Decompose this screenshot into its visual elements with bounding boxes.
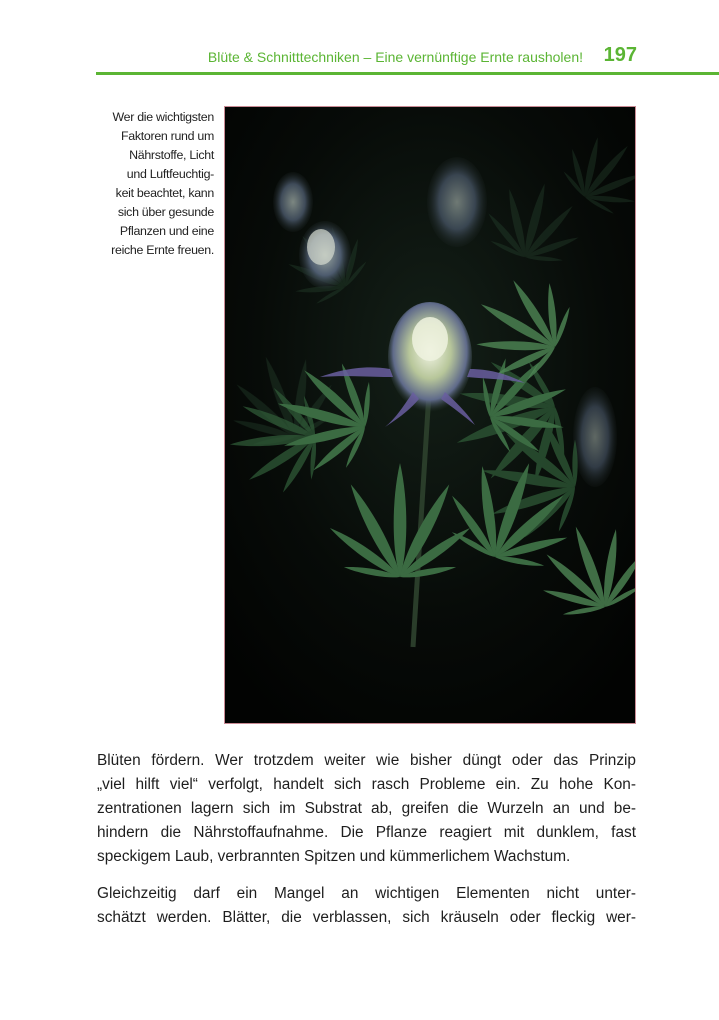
body-paragraph-1 <box>97 749 636 869</box>
caption-line: sich über gesunde <box>117 205 214 219</box>
text-line: speckigem Laub, verbrannten Spitzen und kümmerlichem Wachstum. <box>97 848 571 865</box>
caption-line: Faktoren rund um <box>121 129 214 143</box>
text-line: hindern die Nährstoffaufnahme. Die Pflanze reagiert mit dunklem, fast <box>97 824 636 841</box>
text-line: zentrationen lagern sich im Substrat ab, greifen die Wurzeln an und be- <box>97 800 636 817</box>
caption-line: und Luftfeuchtig- <box>126 167 214 181</box>
chapter-title: Blüte & Schnitttechniken – Eine vernünftige Ernte rausholen! <box>207 49 583 65</box>
body-paragraph-2 <box>97 882 636 930</box>
text-line: Gleichzeitig darf ein Mangel an wichtigen Elementen nicht unter- <box>97 885 636 902</box>
cannabis-plant-photo <box>224 106 636 724</box>
page-number: 197 <box>603 44 637 66</box>
text-line: schätzt werden. Blätter, die verblassen, sich kräuseln oder fleckig wer- <box>97 909 636 926</box>
caption-line: Pflanzen und eine <box>119 224 214 238</box>
caption-line: Wer die wichtigsten <box>112 110 214 124</box>
caption-line: keit beachtet, kann <box>115 186 214 200</box>
plant-illustration <box>225 107 635 723</box>
text-line: „viel hilft viel“ verfolgt, handelt sich rasch Probleme ein. Zu hohe Kon- <box>97 776 636 793</box>
running-header <box>96 44 719 75</box>
text-line: Blüten fördern. Wer trotzdem weiter wie bisher düngt oder das Prinzip <box>97 752 636 769</box>
caption-line: reiche Ernte freuen. <box>111 243 214 257</box>
caption-line: Nährstoffe, Licht <box>129 148 214 162</box>
figure-caption <box>96 108 214 260</box>
